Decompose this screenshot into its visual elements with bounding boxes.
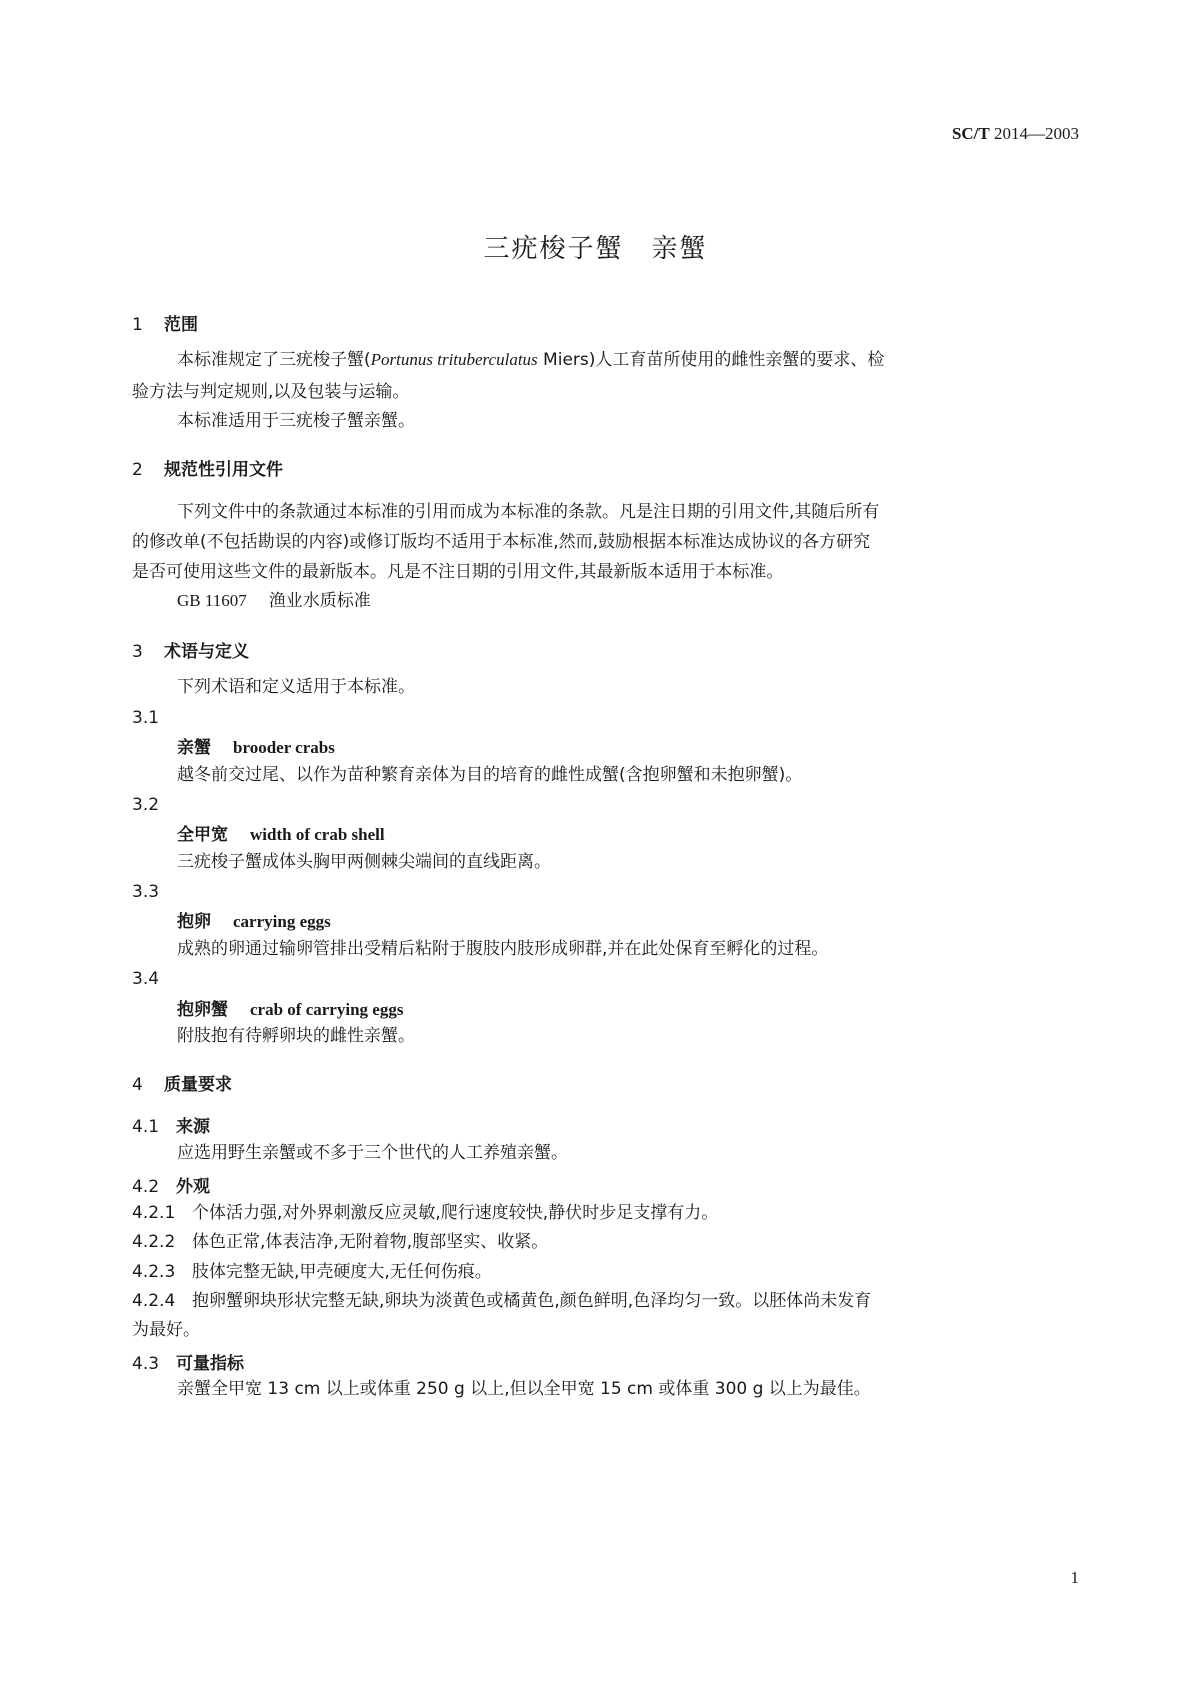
item-4-2-2: 4.2.2 体色正常,体表洁净,无附着物,腹部坚实、收紧。 bbox=[132, 1232, 549, 1252]
term-3-2-number: 3.2 bbox=[132, 795, 160, 815]
item-4-2-1: 4.2.1 个体活力强,对外界刺激反应灵敏,爬行速度较快,静伏时步足支撑有力。 bbox=[132, 1203, 719, 1223]
section-1-heading: 1 范围 bbox=[132, 315, 198, 335]
term-3-4-definition: 附肢抱有待孵卵块的雌性亲蟹。 bbox=[177, 1026, 415, 1046]
item-4-2-3: 4.2.3 肢体完整无缺,甲壳硬度大,无任何伤痕。 bbox=[132, 1262, 492, 1282]
term-3-1-name: 亲蟹 brooder crabs bbox=[177, 738, 335, 758]
document-title: 三疣梭子蟹 亲蟹 bbox=[483, 234, 708, 264]
section-1-para-1-line-2: 验方法与判定规则,以及包装与运输。 bbox=[132, 382, 410, 402]
section-4-3-text: 亲蟹全甲宽 13 cm 以上或体重 250 g 以上,但以全甲宽 15 cm 或体重 300 g 以上为最佳。 bbox=[177, 1379, 871, 1399]
term-3-1-definition: 越冬前交过尾、以作为苗种繁育亲体为目的培育的雌性成蟹(含抱卵蟹和未抱卵蟹)。 bbox=[177, 765, 803, 785]
section-4-heading: 4 质量要求 bbox=[132, 1075, 232, 1095]
term-3-2-name: 全甲宽 width of crab shell bbox=[177, 825, 385, 845]
term-3-3-name: 抱卵 carrying eggs bbox=[177, 912, 331, 932]
section-4-1-heading: 4.1 来源 bbox=[132, 1117, 210, 1137]
term-3-3-definition: 成熟的卵通过输卵管排出受精后粘附于腹肢内肢形成卵群,并在此处保育至孵化的过程。 bbox=[177, 939, 829, 959]
term-3-4-number: 3.4 bbox=[132, 969, 160, 989]
section-2-para-line-2: 的修改单(不包括勘误的内容)或修订版均不适用于本标准,然而,鼓励根据本标准达成协议的各方研究 bbox=[132, 532, 871, 552]
section-3-heading: 3 术语与定义 bbox=[132, 642, 249, 662]
term-3-3-number: 3.3 bbox=[132, 882, 160, 902]
section-1-para-2: 本标准适用于三疣梭子蟹亲蟹。 bbox=[177, 411, 415, 431]
section-1-para-1-line-1: 本标准规定了三疣梭子蟹(Portunus trituberculatus Miers)人工育苗所使用的雌性亲蟹的要求、检 bbox=[177, 350, 885, 370]
section-3-intro: 下列术语和定义适用于本标准。 bbox=[177, 677, 415, 697]
item-4-2-4: 4.2.4 抱卵蟹卵块形状完整无缺,卵块为淡黄色或橘黄色,颜色鲜明,色泽均匀一致。以胚体尚未发育 bbox=[132, 1291, 872, 1311]
term-3-2-definition: 三疣梭子蟹成体头胸甲两侧棘尖端间的直线距离。 bbox=[177, 852, 551, 872]
term-3-1-number: 3.1 bbox=[132, 708, 160, 728]
page-number: 1 bbox=[1070, 1568, 1079, 1587]
item-4-2-4-continuation: 为最好。 bbox=[132, 1320, 200, 1340]
term-3-4-name: 抱卵蟹 crab of carrying eggs bbox=[177, 1000, 404, 1020]
section-4-2-heading: 4.2 外观 bbox=[132, 1177, 210, 1197]
section-2-para-line-1: 下列文件中的条款通过本标准的引用而成为本标准的条款。凡是注日期的引用文件,其随后所有 bbox=[177, 502, 880, 522]
standard-code: SC/T 2014—2003 bbox=[951, 124, 1079, 143]
section-4-3-heading: 4.3 可量指标 bbox=[132, 1354, 244, 1374]
section-2-para-line-3: 是否可使用这些文件的最新版本。凡是不注日期的引用文件,其最新版本适用于本标准。 bbox=[132, 562, 784, 582]
section-2-heading: 2 规范性引用文件 bbox=[132, 460, 283, 480]
section-4-1-text: 应选用野生亲蟹或不多于三个世代的人工养殖亲蟹。 bbox=[177, 1143, 568, 1163]
normative-reference: GB 11607 渔业水质标准 bbox=[177, 591, 371, 611]
